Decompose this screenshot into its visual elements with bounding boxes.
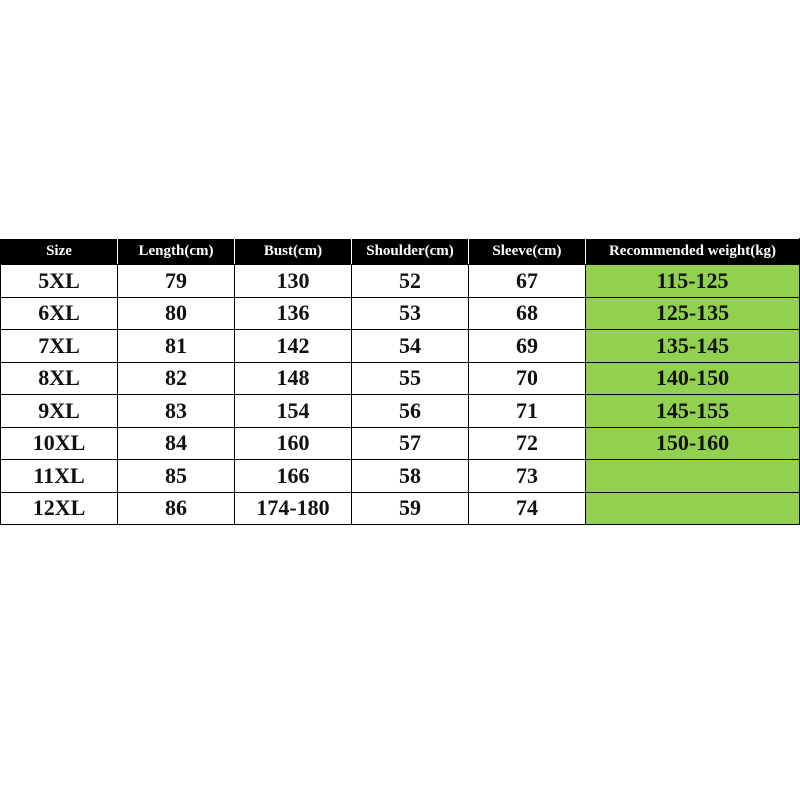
table-row [1, 297, 800, 330]
cell-size: 5XL [1, 265, 118, 298]
cell-bust: 174-180 [235, 492, 352, 525]
header-length: Length(cm) [118, 239, 235, 265]
cell-sleeve: 72 [469, 427, 586, 460]
cell-shoulder: 54 [352, 330, 469, 363]
header-recommended-weight: Recommended weight(kg) [586, 239, 800, 265]
cell-bust: 154 [235, 395, 352, 428]
cell-bust: 130 [235, 265, 352, 298]
table-row [1, 492, 800, 525]
cell-shoulder: 59 [352, 492, 469, 525]
cell-recommended-weight [586, 492, 800, 525]
cell-bust: 142 [235, 330, 352, 363]
cell-sleeve: 74 [469, 492, 586, 525]
cell-shoulder: 55 [352, 362, 469, 395]
cell-recommended-weight: 135-145 [586, 330, 800, 363]
cell-length: 83 [118, 395, 235, 428]
table-row [1, 460, 800, 493]
cell-size: 12XL [1, 492, 118, 525]
table-row [1, 362, 800, 395]
cell-sleeve: 73 [469, 460, 586, 493]
cell-shoulder: 57 [352, 427, 469, 460]
header-bust: Bust(cm) [235, 239, 352, 265]
cell-length: 82 [118, 362, 235, 395]
cell-size: 10XL [1, 427, 118, 460]
cell-recommended-weight: 145-155 [586, 395, 800, 428]
cell-sleeve: 71 [469, 395, 586, 428]
header-shoulder: Shoulder(cm) [352, 239, 469, 265]
cell-recommended-weight [586, 460, 800, 493]
cell-size: 7XL [1, 330, 118, 363]
cell-length: 84 [118, 427, 235, 460]
table-row [1, 265, 800, 298]
cell-size: 9XL [1, 395, 118, 428]
size-chart-table [0, 238, 800, 525]
cell-bust: 136 [235, 297, 352, 330]
cell-sleeve: 70 [469, 362, 586, 395]
cell-sleeve: 68 [469, 297, 586, 330]
cell-sleeve: 67 [469, 265, 586, 298]
cell-shoulder: 56 [352, 395, 469, 428]
cell-bust: 160 [235, 427, 352, 460]
cell-recommended-weight: 140-150 [586, 362, 800, 395]
cell-shoulder: 52 [352, 265, 469, 298]
cell-bust: 166 [235, 460, 352, 493]
cell-shoulder: 58 [352, 460, 469, 493]
header-row [1, 239, 800, 265]
cell-length: 79 [118, 265, 235, 298]
cell-sleeve: 69 [469, 330, 586, 363]
cell-bust: 148 [235, 362, 352, 395]
cell-length: 80 [118, 297, 235, 330]
cell-length: 86 [118, 492, 235, 525]
cell-size: 8XL [1, 362, 118, 395]
cell-length: 81 [118, 330, 235, 363]
cell-length: 85 [118, 460, 235, 493]
cell-recommended-weight: 150-160 [586, 427, 800, 460]
header-size: Size [1, 239, 118, 265]
cell-recommended-weight: 115-125 [586, 265, 800, 298]
cell-size: 6XL [1, 297, 118, 330]
table-row [1, 395, 800, 428]
header-sleeve: Sleeve(cm) [469, 239, 586, 265]
table-row [1, 427, 800, 460]
cell-recommended-weight: 125-135 [586, 297, 800, 330]
cell-size: 11XL [1, 460, 118, 493]
table-row [1, 330, 800, 363]
cell-shoulder: 53 [352, 297, 469, 330]
